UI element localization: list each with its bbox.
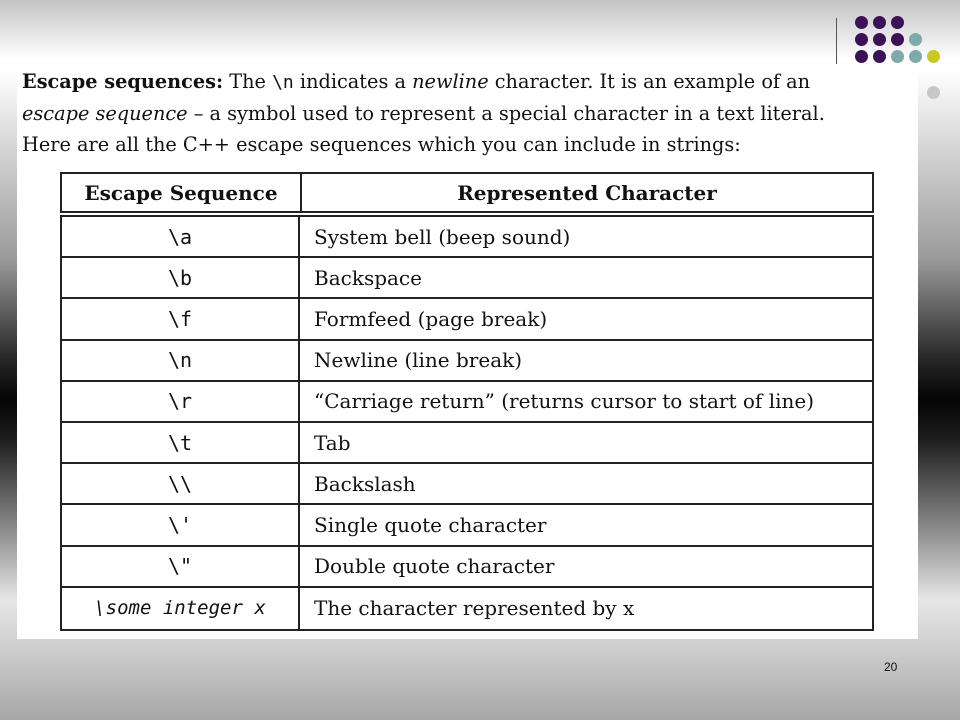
decor-dot	[927, 50, 940, 63]
escape-table	[60, 215, 874, 631]
description-cell: Formfeed (page break)	[314, 306, 548, 331]
table-row	[62, 588, 872, 629]
intro-code: \n	[272, 72, 294, 93]
description-cell: Double quote character	[314, 554, 555, 579]
decor-dot	[855, 16, 868, 29]
table-row	[62, 299, 872, 340]
sequence-cell: \some integer x	[62, 588, 300, 629]
decor-dot	[873, 50, 886, 63]
intro-text: – a symbol used to represent a special character in a text literal.	[187, 102, 825, 125]
intro-line-3: Here are all the C++ escape sequences which you can include in strings:	[22, 133, 741, 156]
intro-text: The	[223, 70, 273, 93]
intro-text: character. It is an example of an	[488, 70, 811, 93]
sequence-cell: \\	[62, 464, 300, 503]
decor-dot	[891, 16, 904, 29]
header-represented-character: Represented Character	[457, 180, 717, 205]
intro-emphasis: newline	[412, 70, 489, 93]
decor-dot	[891, 50, 904, 63]
sequence-cell: \f	[62, 299, 300, 338]
description-cell: “Carriage return” (returns cursor to start of line)	[314, 389, 814, 414]
sequence-cell: \t	[62, 423, 300, 462]
table-row	[62, 423, 872, 464]
intro-line-1	[22, 66, 916, 98]
decor-divider	[836, 18, 837, 70]
table-row	[62, 464, 872, 505]
intro-line-2	[22, 98, 916, 129]
sequence-cell: \r	[62, 382, 300, 421]
description-cell: Single quote character	[314, 512, 547, 537]
description-cell: Backslash	[314, 471, 416, 496]
decor-dot	[909, 33, 922, 46]
sequence-cell: \a	[62, 217, 300, 256]
decor-dot	[855, 50, 868, 63]
intro-text: indicates a	[293, 70, 413, 93]
description-cell: Tab	[314, 430, 351, 455]
sequence-cell: \b	[62, 258, 300, 297]
table-row	[62, 382, 872, 423]
table-row	[62, 258, 872, 299]
table-row	[62, 341, 872, 382]
intro-heading: Escape sequences:	[22, 70, 224, 93]
decor-dot	[873, 33, 886, 46]
page-number: 20	[884, 660, 898, 674]
sequence-cell: \"	[62, 547, 300, 586]
description-cell: Newline (line break)	[314, 348, 523, 373]
description-cell: The character represented by x	[314, 596, 635, 621]
description-cell: System bell (beep sound)	[314, 224, 571, 249]
table-row	[62, 547, 872, 588]
intro-paragraph	[22, 66, 916, 160]
header-escape-sequence: Escape Sequence	[62, 174, 302, 211]
decor-dot	[873, 16, 886, 29]
sequence-cell: \n	[62, 341, 300, 380]
decor-dot	[927, 86, 940, 99]
table-row	[62, 217, 872, 258]
table-header	[60, 172, 874, 213]
decor-dot	[909, 50, 922, 63]
decor-dot	[855, 33, 868, 46]
table-row	[62, 505, 872, 546]
decor-dot	[891, 33, 904, 46]
content-panel	[17, 64, 918, 639]
description-cell: Backspace	[314, 265, 422, 290]
intro-emphasis: escape sequence	[22, 102, 188, 125]
sequence-cell: \'	[62, 505, 300, 544]
